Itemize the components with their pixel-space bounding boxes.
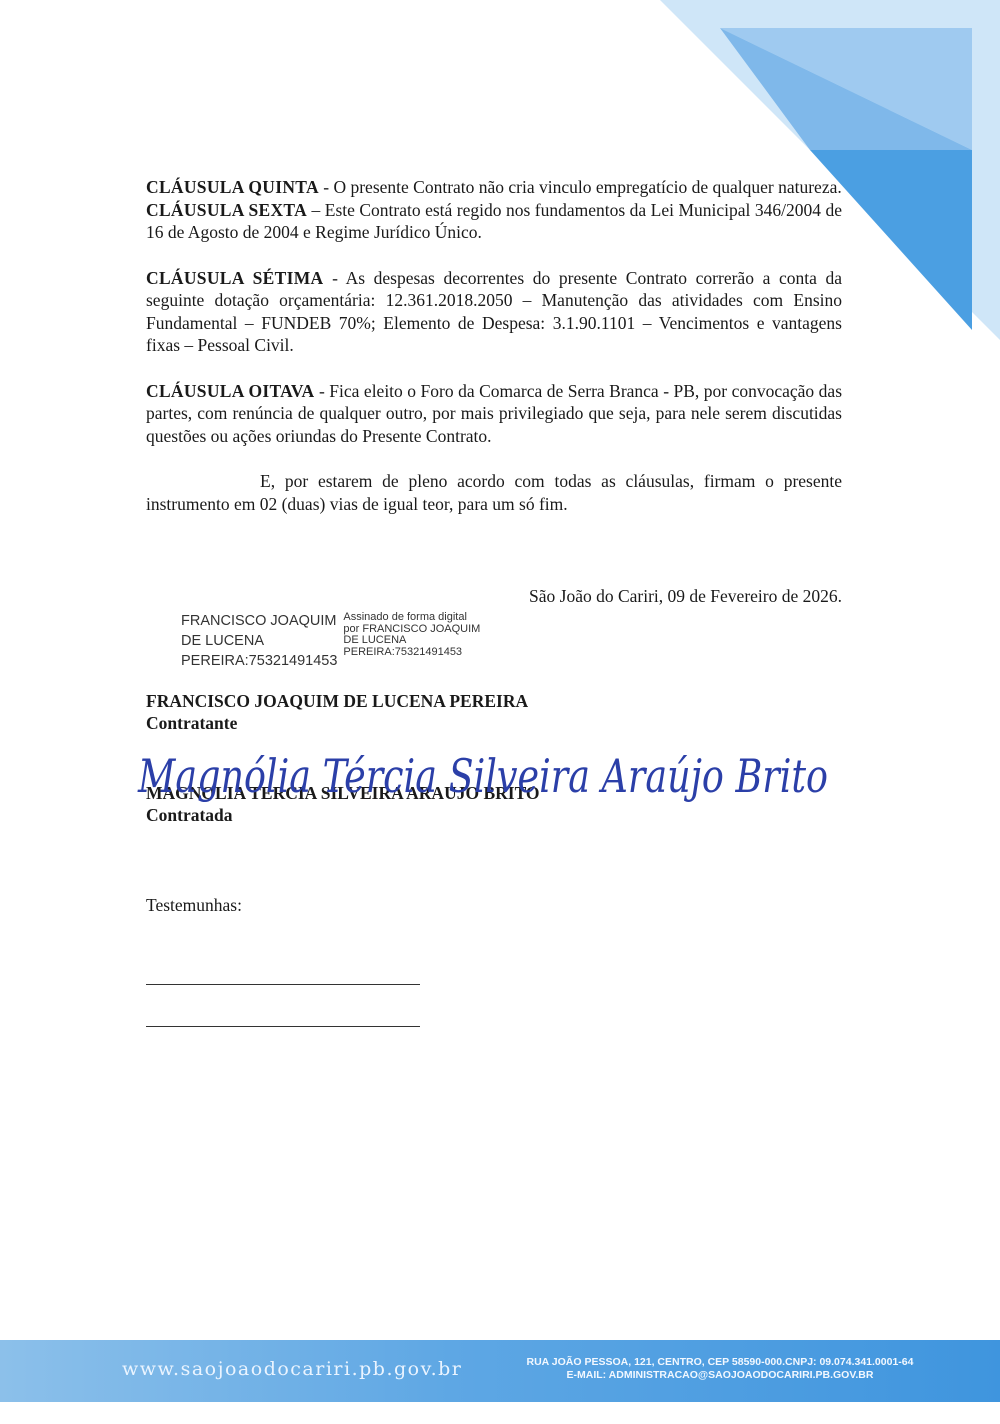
contratante-block [146, 690, 528, 734]
svg-text:Magnólia Tércia Silveira Araúj: Magnólia Tércia Silveira Araújo Brito [137, 749, 829, 803]
witnesses-label: Testemunhas: [146, 895, 242, 915]
closing-paragraph: E, por estarem de pleno acordo com todas as cláusulas, firmam o presente instrumento em 02 (duas) vias de igual teor, para um só fim. [146, 471, 842, 514]
clause-oitava [146, 380, 842, 448]
clause-sexta [146, 199, 842, 244]
digital-signature [181, 611, 480, 671]
footer-address [515, 1356, 925, 1382]
clause-quinta [146, 176, 842, 199]
contratante-role: Contratante [146, 713, 238, 733]
footer-banner [0, 1340, 1000, 1402]
clause-text: - As despesas decorrentes do presente Contrato correrão a conta da seguinte dotação orçamentária: 12.361.2018.2050 – Manutenção das atividades com Ensino Fundamental – FUNDEB 70%; Elemento de Despesa: 3.1.90.1101 – Vencimentos e vantagens fixas – Pessoal Civil. [146, 267, 842, 355]
digital-signature-name: FRANCISCO JOAQUIM DE LUCENA PEREIRA:75321491453 [181, 613, 338, 669]
witness-line-1 [146, 984, 420, 985]
handwritten-signature [118, 730, 838, 830]
contratante-name: FRANCISCO JOAQUIM DE LUCENA PEREIRA [146, 691, 529, 711]
contratada-role: Contratada [146, 805, 233, 825]
clause-text: - Fica eleito o Foro da Comarca de Serra Branca - PB, por convocação das partes, com renúncia de qualquer outro, por mais privilegiado que seja, para nele serem discutidas questões ou ações oriundas do Presente Contrato. [146, 380, 842, 446]
contract-body [146, 176, 842, 515]
clause-text: - O presente Contrato não cria vinculo empregatício de qualquer natureza. [318, 177, 842, 197]
clause-text: – Este Contrato está regido nos fundamentos da Lei Municipal 346/2004 de 16 de Agosto de 2004 e Regime Jurídico Único. [146, 199, 842, 242]
witness-line-2 [146, 1026, 420, 1027]
footer-address-line: RUA JOÃO PESSOA, 121, CENTRO, CEP 58590-000.CNPJ: 09.074.341.0001-64 [526, 1356, 914, 1368]
contratada-name: MAGNOLIA TERCIA SILVEIRA ARAUJO BRITO [146, 783, 540, 803]
place-date: São João do Cariri, 09 de Fevereiro de 2026. [529, 586, 842, 606]
footer-website: www.saojoaodocariri.pb.gov.br [122, 1358, 463, 1380]
clause-label: CLÁUSULA OITAVA [146, 380, 315, 401]
clause-setima [146, 267, 842, 357]
clause-label: CLÁUSULA SEXTA [146, 199, 308, 220]
footer-email: E-MAIL: ADMINISTRACAO@SAOJOAODOCARIRI.PB.GOV.BR [566, 1369, 874, 1381]
digital-signature-info: Assinado de forma digital por FRANCISCO JOAQUIM DE LUCENA PEREIRA:75321491453 [343, 611, 481, 658]
clause-label: CLÁUSULA SÉTIMA [146, 267, 324, 288]
clause-label: CLÁUSULA QUINTA [146, 177, 319, 197]
